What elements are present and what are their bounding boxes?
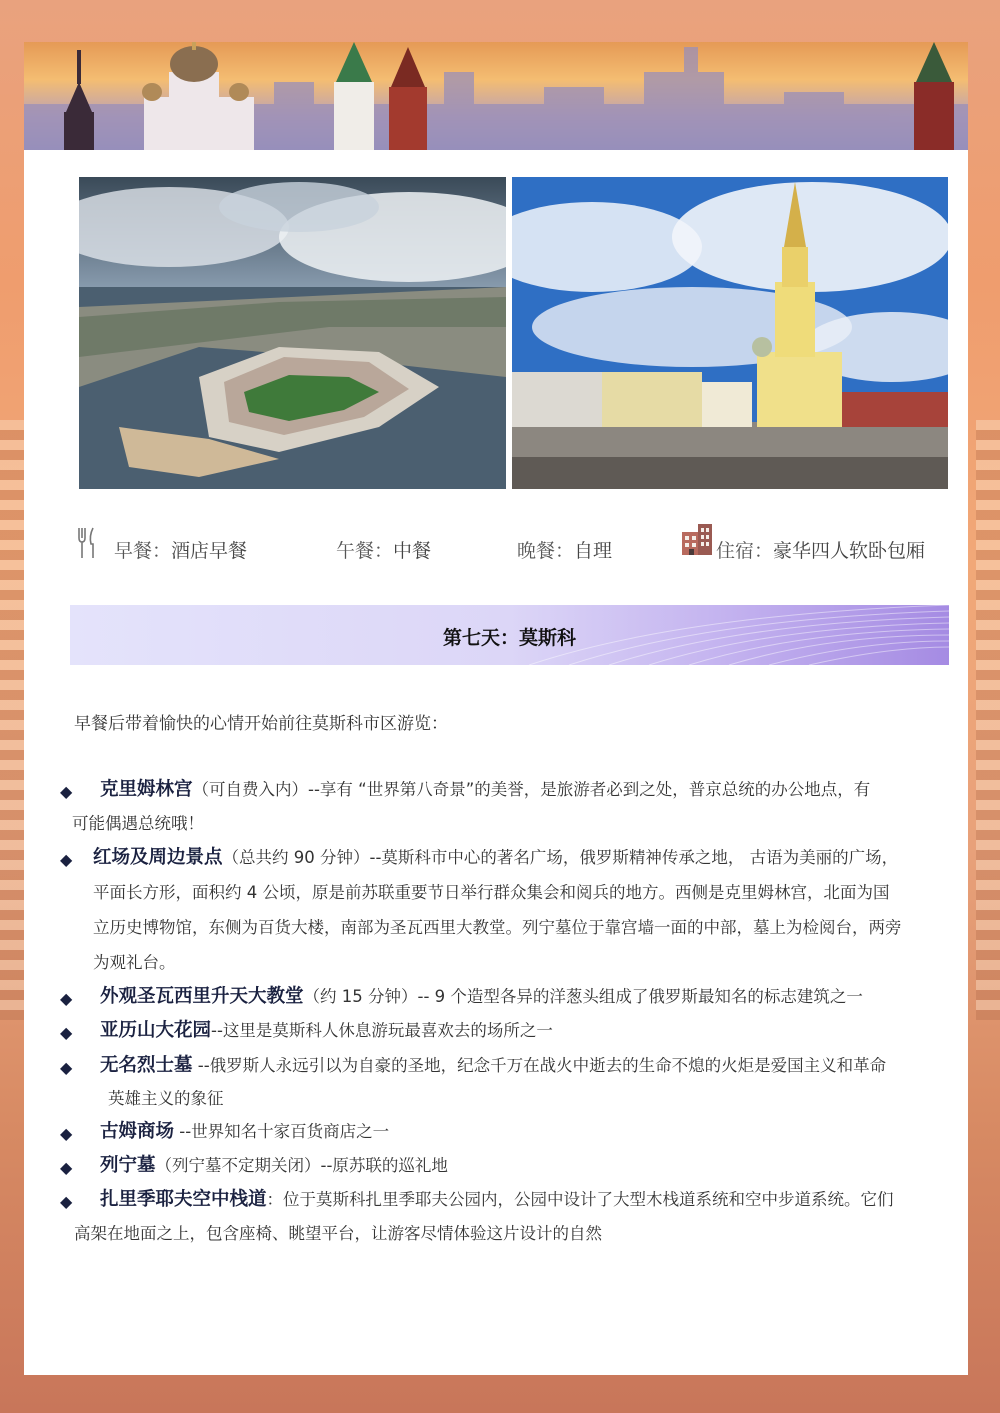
- item-desc: --莫斯科市中心的著名广场，俄罗斯精神传承之地， 古语为美丽的广场，: [369, 848, 899, 867]
- brochure-page: [24, 42, 968, 1375]
- item-title: 红场及周边景点: [93, 847, 223, 868]
- bullet-icon: ◆: [60, 1058, 73, 1077]
- item-desc: --这里是莫斯科人休息游玩最喜欢去的场所之一: [211, 1021, 553, 1040]
- dinner-label: 晚餐：: [517, 540, 575, 562]
- item-note: （总共约 90 分钟）: [222, 848, 370, 867]
- item-desc-continued: 平面长方形，面积约 4 公顷，原是前苏联重要节日举行群众集会和阅兵的地方。西侧是克里姆林宫，北面为国: [93, 883, 890, 902]
- itinerary-item-st-basil: [100, 980, 863, 1014]
- background-margin-left: [0, 420, 24, 1020]
- background-margin-right: [976, 420, 1000, 1020]
- itinerary-item-alexander-garden: [100, 1014, 553, 1048]
- item-desc-continued: 英雄主义的象征: [108, 1089, 224, 1108]
- bullet-icon: ◆: [60, 1158, 73, 1177]
- item-desc: -- 9 个造型各异的洋葱头组成了俄罗斯最知名的标志建筑之一: [417, 987, 863, 1006]
- lunch-value: 中餐: [393, 540, 432, 562]
- meals-row: [24, 520, 968, 560]
- bullet-icon: ◆: [60, 782, 73, 801]
- item-title: 无名烈士墓: [100, 1055, 193, 1076]
- item-note: （可自费入内）: [192, 780, 309, 799]
- itinerary-item-unknown-soldier: [100, 1049, 886, 1083]
- skyline-illustration: [24, 42, 968, 150]
- lunch-label: 午餐：: [336, 540, 394, 562]
- bullet-icon: ◆: [60, 989, 73, 1008]
- item-desc-continued: 立历史博物馆，东侧为百货大楼，南部为圣瓦西里大教堂。列宁墓位于靠宫墙一面的中部，墓上为检阅台，两旁: [93, 918, 902, 937]
- item-title: 亚历山大花园: [100, 1020, 212, 1041]
- item-title: 扎里季耶夫空中栈道: [100, 1189, 267, 1210]
- item-desc: --俄罗斯人永远引以为自豪的圣地，纪念千万在战火中逝去的生命不熄的火炬是爱国主义和革命: [192, 1056, 887, 1075]
- itinerary-item-red-square: [93, 841, 898, 875]
- hotel-value: 豪华四人软卧包厢: [773, 540, 926, 562]
- item-desc: --原苏联的巡礼地: [320, 1156, 448, 1175]
- skyline-banner: [24, 42, 968, 150]
- breakfast-info: [114, 536, 247, 563]
- breakfast-label: 早餐：: [114, 540, 172, 562]
- itinerary-item-gum: [100, 1115, 389, 1149]
- item-title: 古姆商场: [100, 1121, 175, 1142]
- item-desc: --享有 “世界第八奇景”的美誉，是旅游者必到之处，普京总统的办公地点，有: [308, 780, 871, 799]
- item-desc-continued: 高架在地面之上，包含座椅、眺望平台，让游客尽情体验这片设计的自然: [74, 1224, 602, 1243]
- hotel-label: 住宿：: [716, 540, 774, 562]
- itinerary-item-zaryadye: [100, 1183, 894, 1217]
- bullet-icon: ◆: [60, 850, 73, 869]
- day-title: 第七天：莫斯科: [442, 627, 576, 649]
- dinner-value: 自理: [574, 540, 613, 562]
- day-title-bar: [70, 605, 949, 665]
- item-desc: ：位于莫斯科扎里季耶夫公园内，公园中设计了大型木栈道系统和空中步道系统。它们: [266, 1190, 894, 1209]
- day-intro: 早餐后带着愉快的心情开始前往莫斯科市区游览：: [74, 714, 448, 734]
- peter-paul-cathedral-photo: [512, 177, 948, 489]
- bullet-icon: ◆: [60, 1192, 73, 1211]
- itinerary-item-lenin-mausoleum: [100, 1149, 448, 1183]
- item-title: 列宁墓: [100, 1155, 156, 1176]
- item-desc-continued: 为观礼台。: [93, 953, 176, 972]
- fork-knife-icon: [76, 526, 98, 565]
- itinerary-item-kremlin: [100, 773, 870, 807]
- peter-paul-fortress-aerial-photo: [79, 177, 506, 489]
- breakfast-value: 酒店早餐: [171, 540, 248, 562]
- item-note: （列宁墓不定期关闭）: [155, 1156, 321, 1175]
- lunch-info: [336, 536, 431, 563]
- bullet-icon: ◆: [60, 1124, 73, 1143]
- dinner-info: [517, 536, 612, 563]
- item-note: （约 15 分钟）: [303, 987, 418, 1006]
- item-title: 克里姆林宫: [100, 779, 193, 800]
- hotel-icon: [681, 522, 713, 561]
- bullet-icon: ◆: [60, 1023, 73, 1042]
- item-desc-continued: 可能偶遇总统哦！: [72, 814, 204, 833]
- item-title: 外观圣瓦西里升天大教堂: [100, 986, 304, 1007]
- item-desc: --世界知名十家百货商店之一: [174, 1122, 390, 1141]
- hotel-info: [716, 536, 925, 563]
